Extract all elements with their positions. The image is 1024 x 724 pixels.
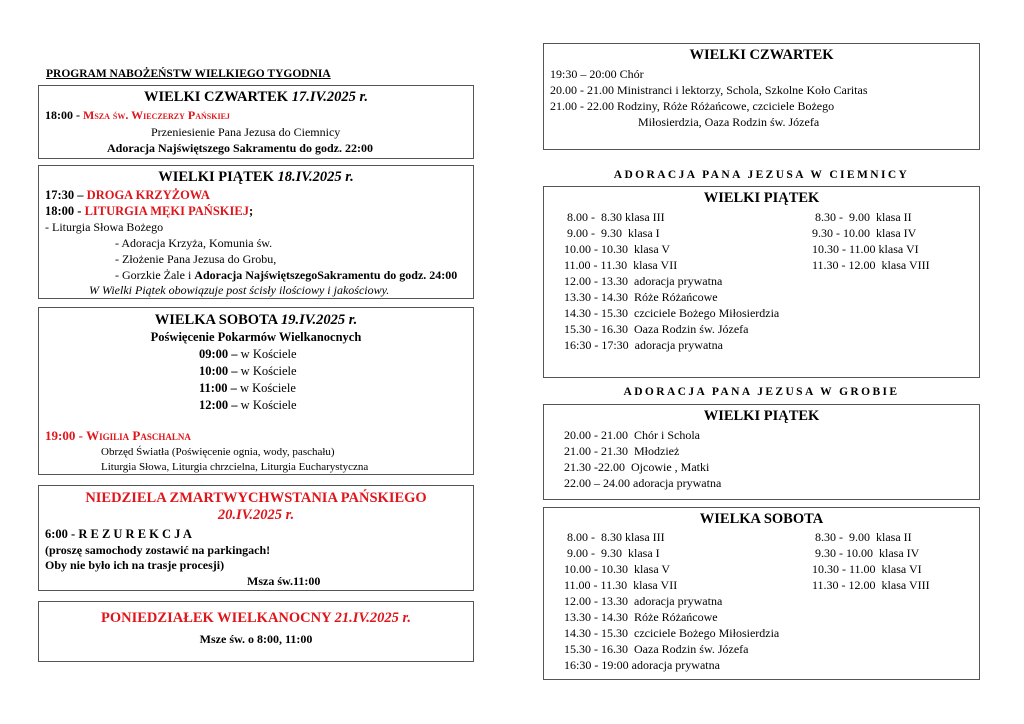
slot-row: 15.30 - 16.30 Oaza Rodzin św. Józefa xyxy=(564,642,749,656)
slot-row: 10.00 - 10.30 klasa V xyxy=(564,242,671,256)
saturday-box xyxy=(38,307,474,475)
friday-title: WIELKI PIĄTEK xyxy=(158,169,274,185)
thursday-mass-line xyxy=(45,107,230,123)
thursday-mass-name: Msza św. Wieczerzy Pańskiej xyxy=(83,108,230,122)
slot-row: 10.30 - 11.00 klasa VI xyxy=(812,562,922,576)
slot-row: 9.30 - 10.00 klasa IV xyxy=(812,546,920,560)
right-friday-title: WIELKI PIĄTEK xyxy=(703,190,820,206)
thursday-heading xyxy=(39,89,473,105)
right-thursday-row1: 19:30 – 20:00 Chór xyxy=(550,67,644,81)
slot-row: 10.00 - 10.30 klasa V xyxy=(564,562,671,576)
right-friday2-title: WIELKI PIĄTEK xyxy=(703,408,820,424)
saturday-place-2: w Kościele xyxy=(240,364,297,378)
right-saturday-left-col xyxy=(564,529,779,673)
slot-row: 11.30 - 12.00 klasa VIII xyxy=(812,258,930,272)
monday-masses: Msze św. o 8:00, 11:00 xyxy=(199,632,313,646)
monday-title: PONIEDZIAŁEK WIELKANOCNY xyxy=(101,610,332,626)
right-saturday-box xyxy=(543,507,980,680)
slot-row: 8.00 - 8.30 klasa III xyxy=(564,530,665,544)
slot-row: 9.00 - 9.30 klasa I xyxy=(564,226,660,240)
right-thursday-title: WIELKI CZWARTEK xyxy=(689,47,834,63)
slot-row: 8.30 - 9.00 klasa II xyxy=(812,210,912,224)
slot-row: 11.00 - 11.30 klasa VII xyxy=(564,258,678,272)
slot-row: 13.30 - 14.30 Róże Różańcowe xyxy=(564,610,718,624)
friday-way-of-cross xyxy=(45,187,210,203)
friday-note: W Wielki Piątek obowiązuje post ścisły ilościowy i jakościowy. xyxy=(89,283,390,297)
right-saturday-title: WIELKA SOBOTA xyxy=(699,511,824,527)
friday-item1: - Liturgia Słowa Bożego xyxy=(45,220,164,234)
slot-row: 16:30 - 19:00 adoracja prywatna xyxy=(564,658,720,672)
friday-heading xyxy=(39,169,473,185)
thursday-date: 17.IV.2025 r. xyxy=(291,89,369,105)
friday-event2: LITURGIA MĘKI PAŃSKIEJ xyxy=(84,204,249,218)
slot-row: 12.00 - 13.30 adoracja prywatna xyxy=(564,594,723,608)
vigil-time: 19:00 - xyxy=(45,428,83,443)
slot-row: 14.30 - 15.30 czciciele Bożego Miłosierdzia xyxy=(564,626,780,640)
slot-row: 13.30 - 14.30 Róże Różańcowe xyxy=(564,290,718,304)
right-thursday-row3: 21.00 - 22.00 Rodziny, Róże Różańcowe, czciciele Bożego xyxy=(550,99,835,113)
thursday-mass-time: 18:00 - xyxy=(45,108,80,122)
saturday-heading xyxy=(39,312,473,328)
friday-item2: - Adoracja Krzyża, Komunia św. xyxy=(115,236,273,250)
right-saturday-right-col xyxy=(812,529,930,593)
friday-box xyxy=(38,165,474,299)
saturday-time-1: 09:00 – xyxy=(199,347,238,361)
resurrection-line xyxy=(45,526,192,542)
friday-item4-a: - Gorzkie Żale i xyxy=(115,268,192,282)
right-friday2-rows xyxy=(564,427,721,491)
saturday-time-row xyxy=(199,397,297,413)
friday-time1: 17:30 – xyxy=(45,188,84,202)
right-thursday-box xyxy=(543,43,980,150)
slot-row: 20.00 - 21.00 Chór i Schola xyxy=(564,428,700,442)
slot-row: 8.00 - 8.30 klasa III xyxy=(564,210,665,224)
vigil-name: Wigilia Paschalna xyxy=(86,428,191,443)
sunday-date: 20.IV.2025 r. xyxy=(217,507,295,523)
friday-event1: DROGA KRZYŻOWA xyxy=(86,188,210,202)
slot-row: 9.00 - 9.30 klasa I xyxy=(564,546,660,560)
right-friday-right-col xyxy=(812,209,930,273)
thursday-line1: Przeniesienie Pana Jezusa do Ciemnicy xyxy=(151,125,341,139)
friday-time2: 18:00 - xyxy=(45,204,82,218)
right-friday2-box xyxy=(543,404,980,500)
resurrection-time: 6:00 - xyxy=(45,527,76,541)
friday-item4 xyxy=(115,267,457,283)
slot-row: 16:30 - 17:30 adoracja prywatna xyxy=(564,338,723,352)
program-title: PROGRAM NABOŻEŃSTW WIELKIEGO TYGODNIA xyxy=(46,68,331,80)
vigil-desc2: Liturgia Słowa, Liturgia chrzcielna, Liturgia Eucharystyczna xyxy=(101,461,369,473)
slot-row: 15.30 - 16.30 Oaza Rodzin św. Józefa xyxy=(564,322,749,336)
monday-heading xyxy=(39,610,473,626)
friday-liturgy xyxy=(45,203,253,219)
slot-row: 11.00 - 11.30 klasa VII xyxy=(564,578,678,592)
saturday-time-row xyxy=(199,363,297,379)
right-thursday-row4: Miłosierdzia, Oaza Rodzin św. Józefa xyxy=(638,115,820,129)
saturday-subtitle: Poświęcenie Pokarmów Wielkanocnych xyxy=(150,330,362,344)
slot-row: 9.30 - 10.00 klasa IV xyxy=(812,226,917,240)
sunday-title: NIEDZIELA ZMARTWYCHWSTANIA PAŃSKIEGO xyxy=(85,490,427,506)
resurrection-name: R E Z U R E K C J A xyxy=(78,527,192,541)
ciemnica-heading: ADORACJA PANA JEZUSA W CIEMNICY xyxy=(613,169,910,181)
saturday-place-3: w Kościele xyxy=(239,381,296,395)
slot-row: 10.30 - 11.00 klasa VI xyxy=(812,242,919,256)
friday-item4-b: Adoracja NajświętszegoSakramentu do godz. 24:00 xyxy=(194,268,458,282)
thursday-box xyxy=(38,85,474,159)
friday-event2-suffix: ; xyxy=(248,204,254,218)
sunday-note2: Oby nie było ich na trasje procesji) xyxy=(45,558,225,572)
slot-row: 22.00 – 24.00 adoracja prywatna xyxy=(564,476,722,490)
saturday-time-3: 11:00 – xyxy=(199,381,237,395)
monday-box xyxy=(38,601,474,662)
saturday-place-4: w Kościele xyxy=(240,398,297,412)
sunday-box xyxy=(38,485,474,591)
grob-heading: ADORACJA PANA JEZUSA W GROBIE xyxy=(623,386,900,398)
slot-row: 14.30 - 15.30 czciciele Bożego Miłosierdzia xyxy=(564,306,780,320)
slot-row: 21.00 - 21.30 Młodzież xyxy=(564,444,680,458)
saturday-time-row xyxy=(199,380,296,396)
right-thursday-row2: 20.00 - 21.00 Ministranci i lektorzy, Schola, Szkolne Koło Caritas xyxy=(550,83,868,97)
saturday-time-row xyxy=(199,346,297,362)
right-friday-box xyxy=(543,186,980,378)
thursday-title: WIELKI CZWARTEK xyxy=(143,89,289,105)
sunday-mass: Msza św.11:00 xyxy=(247,574,321,588)
slot-row: 21.30 -22.00 Ojcowie , Matki xyxy=(564,460,710,474)
sunday-note1: (proszę samochody zostawić na parkingach! xyxy=(45,543,271,557)
slot-row: 12.00 - 13.30 adoracja prywatna xyxy=(564,274,723,288)
monday-date: 21.IV.2025 r. xyxy=(334,610,411,626)
saturday-date: 19.IV.2025 r. xyxy=(280,312,358,328)
slot-row: 8.30 - 9.00 klasa II xyxy=(812,530,912,544)
saturday-time-4: 12:00 – xyxy=(199,398,238,412)
saturday-place-1: w Kościele xyxy=(240,347,297,361)
vigil-desc1: Obrzęd Światła (Poświęcenie ognia, wody, paschału) xyxy=(101,446,335,458)
friday-date: 18.IV.2025 r. xyxy=(277,169,354,185)
slot-row: 11.30 - 12.00 klasa VIII xyxy=(812,578,930,592)
saturday-time-2: 10:00 – xyxy=(199,364,238,378)
saturday-title: WIELKA SOBOTA xyxy=(154,312,278,328)
right-friday-left-col xyxy=(564,209,779,353)
vigil-line xyxy=(45,428,191,444)
thursday-line2: Adoracja Najświętszego Sakramentu do godz. 22:00 xyxy=(107,141,373,155)
friday-item3: - Złożenie Pana Jezusa do Grobu, xyxy=(115,252,277,266)
